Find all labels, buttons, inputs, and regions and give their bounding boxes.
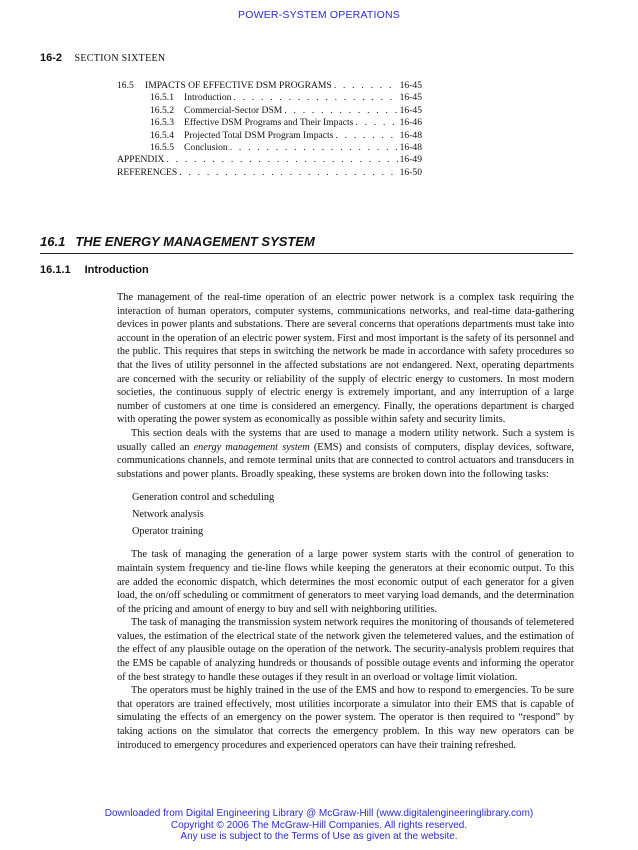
toc-number: 16.5.3 (150, 117, 174, 129)
toc-page: 16-48 (399, 142, 422, 154)
paragraph: The management of the real-time operation of an electric power network is a complex task requiring the interaction of human operators, computer systems, communications networks, and real-time data-gathering devices in power plants and substations. There are several concerns that operations departments must take into account in the operation of an electric power system. First and most important is the safety of its personnel and the public. This requires that steps in switching the network be made in accordance with safety procedures so that the lives of utility personnel in the affected substations are not endangered. Next, operating departments are concerned with the security or reliability of the supply of electric energy to customers. In most modern societies, the continuous supply of electric energy is extremely important, and any interruption of a large number of customers at one time is considered an emergency. Finally, the operations department is charged with operating the power system as economically as possible within safety and security limits. (117, 292, 574, 426)
toc-leader (179, 167, 397, 179)
toc-entry[interactable] (117, 92, 422, 104)
paragraph-text: (EMS) and consists of computers, display devices, software, communications channels, and remote terminal units that are connected to control actuators and transducers in substations and power plants. Broadly speaking, these systems are broken down into the following tasks: (117, 441, 574, 480)
section-title: THE ENERGY MANAGEMENT SYSTEM (75, 234, 315, 249)
toc-label: Conclusion (184, 142, 228, 154)
toc-label: Effective DSM Programs and Their Impacts (184, 117, 354, 129)
toc-label: APPENDIX (117, 154, 165, 166)
toc-page: 16-46 (399, 117, 422, 129)
list-item: Generation control and scheduling (132, 492, 275, 504)
toc-leader (355, 117, 397, 129)
toc-leader (233, 92, 397, 104)
toc-page: 16-48 (399, 129, 422, 141)
list-item: Network analysis (132, 509, 204, 521)
toc-number: 16.5.5 (150, 142, 174, 154)
paragraph (117, 427, 574, 481)
paragraph-text: This section deals with the systems that are used to manage a modern utility network. Such a system is usually called an (117, 427, 574, 453)
toc-page: 16-45 (399, 104, 422, 116)
toc-entry[interactable] (117, 117, 422, 129)
toc-number: 16.5.1 (150, 92, 174, 104)
toc-label: IMPACTS OF EFFECTIVE DSM PROGRAMS (145, 80, 332, 91)
toc-entry[interactable] (117, 154, 422, 166)
toc-page: 16-45 (399, 92, 422, 104)
paragraph: The task of managing the transmission system network requires the monitoring of thousands of telemetered values, the estimation of the electrical state of the network given the telemetered values, and the estimation of the effect of any plausible outage on the operation of the network. The security-analysis problem requires that the EMS be capable of analyzing hundreds or thousands of possible outage events and informing the operator of the best strategy to handle these outages if they result in an overload or voltage limit violation. (117, 617, 574, 683)
toc-label: Commercial-Sector DSM (184, 104, 283, 116)
section-label: SECTION SIXTEEN (74, 53, 166, 64)
toc-number: 16.5.4 (150, 129, 174, 141)
paragraph: The operators must be highly trained in the use of the EMS and how to respond to emergencies. To be sure that operators are trained effectively, most utilities incorporate a simulator into their EMS that is capable of simulating the effects of an emergency on the power system. The operator is then required to “respond” by taking actions on the simulator that corrects the emergency problem. In this way new operators can be introduced to emergency procedures and experienced operators can have their training refreshed. (117, 685, 574, 751)
toc-leader (284, 105, 397, 117)
page-number: 16-2 (40, 52, 63, 64)
section-number: 16.1 (40, 234, 66, 249)
toc-entry[interactable] (117, 167, 422, 179)
emphasis-term: energy management system (193, 441, 310, 453)
footer-line[interactable]: Downloaded from Digital Engineering Library @ McGraw-Hill (www.digitalengineeringlibrary.com) (104, 808, 534, 819)
subsection-number: 16.1.1 (40, 264, 71, 276)
subsection-title: Introduction (84, 264, 149, 276)
toc-page: 16-49 (399, 154, 422, 166)
toc-entry[interactable] (117, 80, 422, 92)
download-footer[interactable] (0, 808, 638, 843)
toc-entry[interactable] (117, 142, 422, 154)
toc-label: Introduction (184, 92, 232, 104)
running-banner: POWER-SYSTEM OPERATIONS (238, 9, 400, 21)
toc-entry[interactable] (117, 130, 422, 142)
toc-number: 16.5 (117, 80, 134, 91)
toc-leader (334, 80, 398, 92)
footer-line: Copyright © 2006 The McGraw-Hill Companies. All rights reserved. (170, 819, 468, 831)
toc-page: 16-45 (399, 80, 422, 91)
body-text (117, 291, 574, 752)
toc-label: Projected Total DSM Program Impacts (184, 129, 334, 141)
running-head (40, 52, 165, 64)
toc-leader (166, 154, 397, 166)
paragraph: The task of managing the generation of a large power system starts with the control of generation to maintain system frequency and tie-line flows while keeping the generators at their economic output. To this are added the economic dispatch, which determines the most economic output of each generator for a given load, the on/off scheduling or commitment of generators to meet varying load demands, and the determination of the pricing and amount of energy to buy and sell with neighboring utilities. (117, 549, 574, 615)
task-list (132, 489, 574, 540)
section-heading (40, 234, 573, 254)
list-item: Operator training (132, 526, 204, 538)
subsection-heading (40, 264, 149, 276)
footer-line[interactable]: Any use is subject to the Terms of Use as given at the website. (180, 831, 458, 843)
toc-leader (335, 130, 397, 142)
toc-page: 16-50 (399, 166, 422, 178)
table-of-contents (117, 80, 422, 179)
toc-number: 16.5.2 (150, 104, 174, 116)
toc-label: REFERENCES (117, 166, 178, 178)
toc-entry[interactable] (117, 105, 422, 117)
toc-leader (230, 142, 398, 154)
